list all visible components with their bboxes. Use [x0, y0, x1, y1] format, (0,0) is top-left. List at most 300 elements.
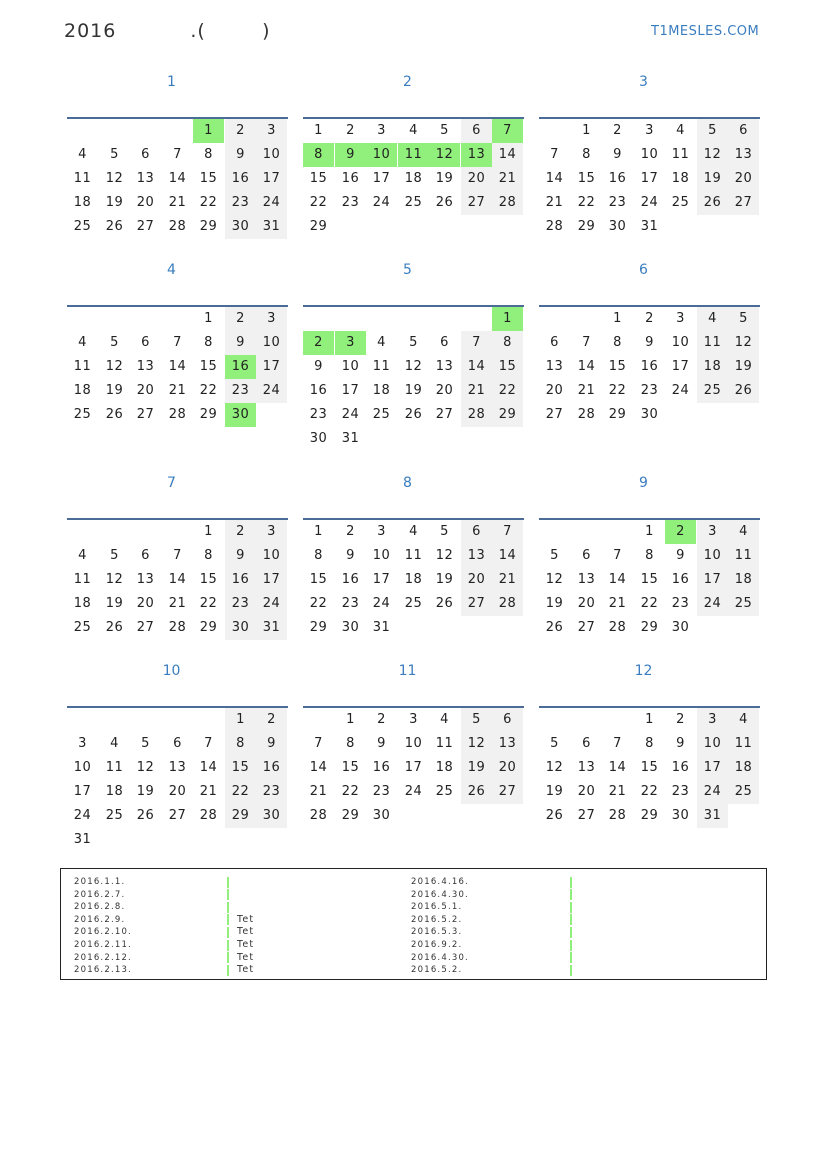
day-cell: 24 [372, 596, 391, 611]
day-cell: 18 [404, 572, 423, 587]
holiday-date: 2016.5.3. [411, 927, 463, 938]
day-cell: 3 [335, 331, 366, 355]
day-cell: 9 [256, 732, 287, 756]
day-cell: 18 [435, 760, 454, 775]
day-cell: 7 [613, 548, 622, 563]
day-cell: 7 [613, 736, 622, 751]
day-cell: 20 [435, 383, 454, 398]
day-cell: 28 [608, 808, 627, 823]
day-cell: 17 [372, 171, 391, 186]
day-cell: 28 [608, 620, 627, 635]
month-name: 9 [639, 475, 648, 491]
month-name: 6 [639, 262, 648, 278]
month-6 [539, 262, 761, 457]
holiday-legend [60, 868, 767, 980]
day-cell: 19 [461, 756, 492, 780]
day-cell: 6 [582, 548, 591, 563]
day-cell: 13 [492, 732, 523, 756]
day-cell: 9 [314, 359, 323, 374]
holiday-marker [570, 877, 572, 888]
day-cell: 28 [461, 403, 492, 427]
holiday-marker [570, 927, 572, 938]
day-cell: 30 [225, 616, 256, 640]
day-cell: 17 [372, 572, 391, 587]
day-cell: 6 [141, 147, 150, 162]
day-cell: 25 [728, 592, 759, 616]
day-cell: 24 [341, 407, 360, 422]
day-cell: 22 [199, 383, 218, 398]
holiday-date: 2016.5.1. [411, 902, 463, 913]
month-2 [303, 74, 525, 269]
day-cell: 2 [303, 331, 334, 355]
day-cell: 28 [309, 808, 328, 823]
day-cell: 4 [440, 712, 449, 727]
month-name: 11 [398, 663, 417, 679]
holiday-marker [227, 877, 229, 888]
day-cell: 11 [404, 548, 423, 563]
holiday-marker [227, 952, 229, 963]
day-cell: 15 [640, 572, 659, 587]
holiday-date: 2016.9.2. [411, 940, 463, 950]
day-cell: 5 [550, 736, 559, 751]
day-cell: 19 [105, 383, 124, 398]
day-cell: 25 [73, 620, 92, 635]
day-cell: 8 [303, 143, 334, 167]
day-cell: 11 [105, 760, 124, 775]
day-cell: 16 [372, 760, 391, 775]
day-cell: 14 [168, 359, 187, 374]
month-rule [303, 305, 524, 307]
day-cell: 18 [73, 195, 92, 210]
holiday-date: 2016.2.11. [74, 940, 132, 950]
day-cell: 5 [461, 708, 492, 732]
day-cell: 16 [671, 572, 690, 587]
day-cell: 26 [105, 620, 124, 635]
day-cell: 13 [168, 760, 187, 775]
day-cell: 27 [577, 620, 596, 635]
day-cell: 9 [346, 548, 355, 563]
day-cell: 7 [461, 331, 492, 355]
day-cell: 12 [545, 572, 564, 587]
holiday-name: Tet [237, 926, 255, 938]
day-cell: 4 [78, 147, 87, 162]
holiday-date: 2016.2.9. [74, 914, 126, 925]
day-cell: 30 [372, 808, 391, 823]
day-cell: 15 [309, 572, 328, 587]
day-cell: 6 [461, 119, 492, 143]
day-cell: 10 [73, 760, 92, 775]
day-cell: 8 [225, 732, 256, 756]
day-cell: 3 [676, 311, 685, 326]
day-cell: 29 [309, 620, 328, 635]
day-cell: 11 [728, 544, 759, 568]
day-cell: 17 [73, 784, 92, 799]
day-cell: 10 [697, 732, 728, 756]
day-cell: 5 [110, 335, 119, 350]
day-cell: 15 [225, 756, 256, 780]
day-cell: 25 [404, 596, 423, 611]
day-cell: 18 [671, 171, 690, 186]
holiday-marker [227, 902, 229, 913]
day-cell: 18 [73, 596, 92, 611]
day-cell: 2 [665, 520, 696, 544]
day-cell: 11 [73, 359, 92, 374]
holiday-marker [570, 940, 572, 951]
day-cell: 4 [78, 548, 87, 563]
day-cell: 1 [613, 311, 622, 326]
day-cell: 13 [136, 171, 155, 186]
day-cell: 3 [78, 736, 87, 751]
day-cell: 5 [550, 548, 559, 563]
day-cell: 23 [671, 784, 690, 799]
day-cell: 30 [671, 620, 690, 635]
day-cell: 6 [582, 736, 591, 751]
month-name: 2 [403, 74, 412, 90]
day-cell: 20 [461, 568, 492, 592]
day-cell: 29 [577, 219, 596, 234]
holiday-date: 2016.4.16. [411, 877, 469, 887]
day-cell: 22 [225, 780, 256, 804]
day-cell: 4 [728, 520, 759, 544]
day-cell: 11 [697, 331, 728, 355]
day-cell: 8 [582, 147, 591, 162]
holiday-marker [570, 952, 572, 963]
month-12 [539, 663, 761, 858]
day-cell: 10 [640, 147, 659, 162]
day-cell: 14 [199, 760, 218, 775]
day-cell: 4 [676, 123, 685, 138]
holiday-marker [227, 927, 229, 938]
day-cell: 9 [676, 548, 685, 563]
day-cell: 27 [435, 407, 454, 422]
day-cell: 6 [550, 335, 559, 350]
day-cell: 18 [372, 383, 391, 398]
holiday-marker [570, 914, 572, 925]
day-cell: 30 [608, 219, 627, 234]
day-cell: 14 [461, 355, 492, 379]
day-cell: 7 [173, 147, 182, 162]
day-cell: 9 [225, 544, 256, 568]
day-cell: 18 [697, 355, 728, 379]
day-cell: 31 [73, 832, 92, 847]
day-cell: 16 [341, 572, 360, 587]
day-cell: 7 [314, 736, 323, 751]
day-cell: 10 [404, 736, 423, 751]
day-cell: 21 [492, 568, 523, 592]
day-cell: 14 [492, 544, 523, 568]
month-name: 10 [162, 663, 181, 679]
month-4 [67, 262, 289, 457]
day-cell: 19 [435, 171, 454, 186]
day-cell: 12 [404, 359, 423, 374]
day-cell: 25 [73, 407, 92, 422]
day-cell: 20 [577, 596, 596, 611]
day-cell: 11 [73, 572, 92, 587]
day-cell: 17 [640, 171, 659, 186]
day-cell: 21 [608, 596, 627, 611]
day-cell: 25 [697, 379, 728, 403]
day-cell: 21 [492, 167, 523, 191]
day-cell: 6 [728, 119, 759, 143]
day-cell: 9 [225, 331, 256, 355]
day-cell: 20 [136, 195, 155, 210]
day-cell: 26 [697, 191, 728, 215]
day-cell: 1 [193, 119, 224, 143]
day-cell: 6 [440, 335, 449, 350]
day-cell: 28 [545, 219, 564, 234]
day-cell: 12 [105, 359, 124, 374]
day-cell: 20 [168, 784, 187, 799]
holiday-name: Tet [237, 951, 255, 963]
day-cell: 12 [429, 143, 460, 167]
day-cell: 20 [136, 383, 155, 398]
title-year: 2016 [64, 20, 117, 42]
day-cell: 23 [671, 596, 690, 611]
day-cell: 10 [372, 548, 391, 563]
day-cell: 15 [199, 171, 218, 186]
day-cell: 21 [168, 383, 187, 398]
day-cell: 8 [492, 331, 523, 355]
day-cell: 3 [256, 119, 287, 143]
day-cell: 19 [105, 596, 124, 611]
day-cell: 9 [225, 143, 256, 167]
day-cell: 8 [204, 548, 213, 563]
day-cell: 14 [492, 143, 523, 167]
day-cell: 16 [341, 171, 360, 186]
day-cell: 26 [105, 219, 124, 234]
day-cell: 15 [199, 572, 218, 587]
day-cell: 2 [256, 708, 287, 732]
holiday-marker [227, 965, 229, 976]
holiday-date: 2016.4.30. [411, 952, 469, 963]
day-cell: 6 [141, 548, 150, 563]
day-cell: 30 [341, 620, 360, 635]
day-cell: 5 [110, 548, 119, 563]
day-cell: 26 [136, 808, 155, 823]
day-cell: 13 [728, 143, 759, 167]
day-cell: 20 [577, 784, 596, 799]
day-cell: 16 [608, 171, 627, 186]
day-cell: 6 [461, 520, 492, 544]
day-cell: 13 [461, 544, 492, 568]
day-cell: 1 [645, 712, 654, 727]
day-cell: 13 [136, 359, 155, 374]
day-cell: 27 [136, 407, 155, 422]
day-cell: 16 [671, 760, 690, 775]
day-cell: 21 [168, 195, 187, 210]
holiday-marker [570, 902, 572, 913]
day-cell: 11 [398, 143, 429, 167]
day-cell: 16 [640, 359, 659, 374]
day-cell: 12 [105, 572, 124, 587]
day-cell: 9 [645, 335, 654, 350]
day-cell: 13 [435, 359, 454, 374]
month-name: 12 [634, 663, 653, 679]
holiday-date: 2016.2.8. [74, 902, 126, 913]
day-cell: 26 [545, 620, 564, 635]
day-cell: 1 [204, 524, 213, 539]
day-cell: 2 [346, 123, 355, 138]
day-cell: 4 [409, 123, 418, 138]
holiday-date: 2016.5.2. [411, 965, 463, 976]
day-cell: 6 [141, 335, 150, 350]
site-brand-link[interactable]: T1MESLES.COM [651, 24, 760, 39]
day-cell: 5 [409, 335, 418, 350]
day-cell: 8 [204, 335, 213, 350]
day-cell: 14 [608, 760, 627, 775]
day-cell: 19 [404, 383, 423, 398]
day-cell: 20 [461, 167, 492, 191]
day-cell: 22 [341, 784, 360, 799]
day-cell: 16 [309, 383, 328, 398]
day-cell: 24 [697, 780, 728, 804]
day-cell: 7 [492, 119, 523, 143]
day-cell: 29 [199, 407, 218, 422]
day-cell: 5 [697, 119, 728, 143]
day-cell: 17 [697, 756, 728, 780]
day-cell: 10 [366, 143, 397, 167]
day-cell: 15 [341, 760, 360, 775]
holiday-marker [227, 940, 229, 951]
holiday-marker [227, 914, 229, 925]
day-cell: 2 [613, 123, 622, 138]
day-cell: 23 [341, 195, 360, 210]
day-cell: 7 [173, 335, 182, 350]
holiday-date: 2016.4.30. [411, 889, 469, 900]
day-cell: 21 [577, 383, 596, 398]
day-cell: 26 [461, 780, 492, 804]
day-cell: 23 [341, 596, 360, 611]
day-cell: 15 [492, 355, 523, 379]
day-cell: 24 [671, 383, 690, 398]
day-cell: 12 [545, 760, 564, 775]
day-cell: 3 [256, 520, 287, 544]
month-9 [539, 475, 761, 670]
day-cell: 15 [199, 359, 218, 374]
day-cell: 27 [577, 808, 596, 823]
day-cell: 9 [335, 143, 366, 167]
day-cell: 20 [545, 383, 564, 398]
day-cell: 3 [256, 307, 287, 331]
day-cell: 13 [577, 760, 596, 775]
day-cell: 28 [168, 219, 187, 234]
day-cell: 1 [225, 708, 256, 732]
day-cell: 20 [136, 596, 155, 611]
day-cell: 21 [461, 379, 492, 403]
day-cell: 10 [671, 335, 690, 350]
day-cell: 31 [256, 616, 287, 640]
day-cell: 2 [225, 520, 256, 544]
day-cell: 17 [671, 359, 690, 374]
month-name: 3 [639, 74, 648, 90]
day-cell: 27 [136, 620, 155, 635]
day-cell: 19 [545, 784, 564, 799]
day-cell: 6 [173, 736, 182, 751]
day-cell: 8 [645, 736, 654, 751]
day-cell: 26 [105, 407, 124, 422]
day-cell: 8 [204, 147, 213, 162]
day-cell: 11 [435, 736, 454, 751]
holiday-date: 2016.2.10. [74, 927, 132, 938]
day-cell: 7 [582, 335, 591, 350]
day-cell: 18 [105, 784, 124, 799]
day-cell: 11 [671, 147, 690, 162]
day-cell: 18 [728, 568, 759, 592]
holiday-date: 2016.5.2. [411, 914, 463, 925]
day-cell: 28 [168, 407, 187, 422]
day-cell: 26 [728, 379, 759, 403]
day-cell: 19 [728, 355, 759, 379]
holiday-name: Tet [237, 939, 255, 950]
holiday-name: Tet [237, 964, 255, 976]
day-cell: 27 [136, 219, 155, 234]
day-cell: 3 [697, 708, 728, 732]
day-cell: 16 [225, 355, 256, 379]
day-cell: 19 [545, 596, 564, 611]
day-cell: 27 [492, 780, 523, 804]
month-name: 5 [403, 262, 412, 278]
day-cell: 18 [728, 756, 759, 780]
day-cell: 5 [440, 123, 449, 138]
day-cell: 23 [225, 592, 256, 616]
day-cell: 30 [640, 407, 659, 422]
day-cell: 24 [256, 379, 287, 403]
day-cell: 11 [372, 359, 391, 374]
day-cell: 8 [346, 736, 355, 751]
day-cell: 4 [377, 335, 386, 350]
day-cell: 28 [168, 620, 187, 635]
day-cell: 25 [372, 407, 391, 422]
day-cell: 10 [256, 143, 287, 167]
month-7 [67, 475, 289, 670]
day-cell: 24 [73, 808, 92, 823]
day-cell: 7 [204, 736, 213, 751]
day-cell: 22 [309, 195, 328, 210]
day-cell: 8 [645, 548, 654, 563]
day-cell: 18 [73, 383, 92, 398]
day-cell: 3 [377, 123, 386, 138]
day-cell: 27 [728, 191, 759, 215]
day-cell: 26 [404, 407, 423, 422]
day-cell: 29 [309, 219, 328, 234]
day-cell: 10 [256, 331, 287, 355]
day-cell: 22 [577, 195, 596, 210]
day-cell: 1 [204, 311, 213, 326]
day-cell: 1 [582, 123, 591, 138]
day-cell: 13 [577, 572, 596, 587]
day-cell: 4 [728, 708, 759, 732]
day-cell: 19 [136, 784, 155, 799]
day-cell: 14 [608, 572, 627, 587]
month-name: 7 [167, 475, 176, 491]
day-cell: 2 [645, 311, 654, 326]
day-cell: 12 [728, 331, 759, 355]
holiday-date: 2016.1.1. [74, 877, 126, 887]
day-cell: 29 [640, 620, 659, 635]
day-cell: 31 [697, 804, 728, 828]
day-cell: 22 [199, 596, 218, 611]
day-cell: 23 [640, 383, 659, 398]
day-cell: 23 [309, 407, 328, 422]
day-cell: 1 [645, 524, 654, 539]
day-cell: 13 [545, 359, 564, 374]
day-cell: 23 [225, 379, 256, 403]
day-cell: 10 [341, 359, 360, 374]
day-cell: 29 [199, 219, 218, 234]
day-cell: 25 [728, 780, 759, 804]
day-cell: 30 [225, 403, 256, 427]
day-cell: 20 [728, 167, 759, 191]
